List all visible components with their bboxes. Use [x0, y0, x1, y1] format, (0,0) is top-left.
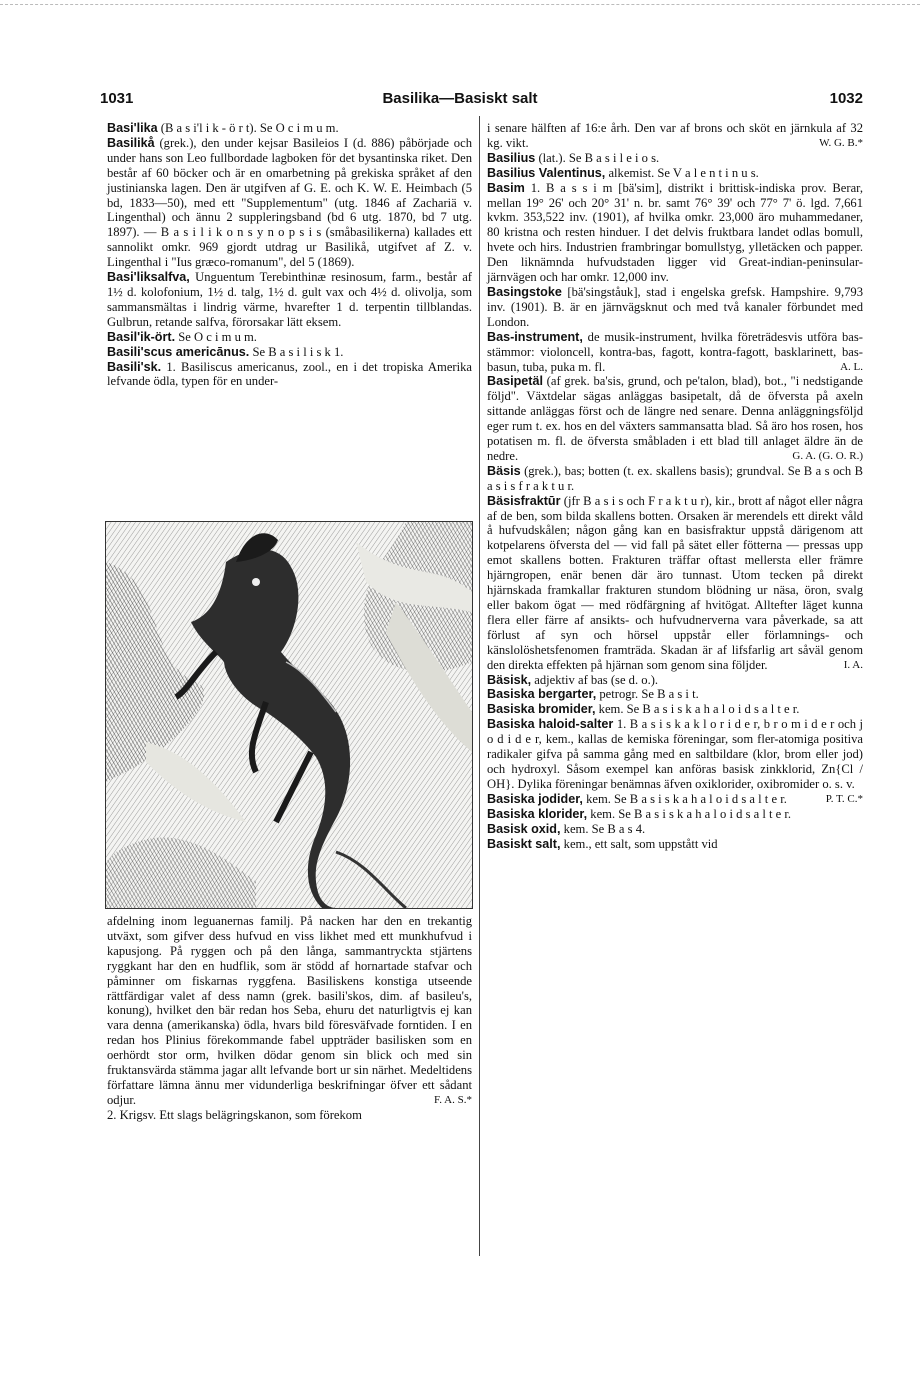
- dictionary-entry: [487, 464, 863, 494]
- left-column-continuation: [107, 914, 472, 1123]
- entry-headword: Basiska bromider,: [487, 702, 596, 717]
- entry-text: kem. Se B a s 4.: [563, 821, 646, 836]
- entry-headword: Basiska jodider,: [487, 791, 583, 806]
- dictionary-entry: [487, 702, 863, 717]
- left-column: [107, 121, 472, 389]
- entry-text: alkemist. Se V a l e n t i n u s.: [608, 165, 759, 180]
- entry-text: 1. B a s i s k a k l o r i d e r, b r o m i d e r och j o d i d e r, kem., kallas de kemiska föreningar, som fler-atomiga positiva radikaler gifva på samma gång med en saltbildare (klor, brom eller jod) och hydroxyl. Såsom exempel kan anföras basisk zinkklorid, Zn{Cl / OH}. Dylika föreningar benämnas äfven oxiklorider, oxibromider o. s. v.: [487, 717, 863, 791]
- entry-headword: Basiskt salt,: [487, 836, 561, 851]
- dictionary-entry: [487, 687, 863, 702]
- author-signature: F. A. S.*: [434, 1093, 472, 1106]
- entry-text: Unguentum Terebinthinæ resinosum, farm., består af 1½ d. kolofonium, 1½ d. talg, 1½ d. gult vax och 4½ d. olivolja, som sammansmältas i lindrig värme, hvarefter 1 d. terpentin tillblandas. Gulbrun, retande salfva, förorsakar lätt eksem.: [107, 270, 472, 329]
- dictionary-entry: [107, 914, 472, 1108]
- dictionary-entry: [487, 792, 863, 807]
- basilisk-illustration: [105, 521, 473, 909]
- dictionary-entry: [487, 837, 863, 852]
- entry-text: 2. Krigsv. Ett slags belägringskanon, som förekom: [107, 1107, 362, 1122]
- author-signature: W. G. B.*: [819, 136, 863, 149]
- author-signature: A. L.: [840, 360, 863, 373]
- entry-headword: Basiska haloid-salter: [487, 717, 614, 732]
- entry-text: Se O c i m u m.: [178, 329, 257, 344]
- entry-text: (af grek. ba'sis, grund, och pe'talon, blad), bot., "i nedstigande följd". Växtdelar sägas anläggas basipetalt, då de öfversta på axeln sittande anläggas först och de längre ned senare. Denna anläggningsföljd eger rum t. ex. hos en del växters sammansatta blad. Så äro hos rosen, hos potatisen m. fl. de öfversta småbladen i ett blad till anlaget äldre än de nedre.: [487, 374, 863, 463]
- dictionary-entry: [487, 374, 863, 463]
- entry-text: kem. Se B a s i s k a h a l o i d s a l t e r.: [598, 702, 800, 717]
- entry-text: (grek.), den under kejsar Basileios I (d. 886) påbörjade och under hans son Leo fullbordade lagboken för det bysantinska riket. Den består af 60 böcker och är en omarbetning på grekiska språket af den justinianska lagen. Den är utgifven af G. E. och K. W. E. Heimbach (5 bd, 1833—50), med ett "Supplementum" (utg. 1846 af Zachariä v. Lingenthal) och ännu 2 suppleringsband (bd 6 utg. 1870, bd 7 utg. 1897). — B a s i l i k o n s y n o p s i s (småbasilikerna) kallades ett sannolikt omkr. 969 gjordt utdrag ur Basilikå, utgifvet af Z. v. Lingenthal i "Ius græco-romanum", del 5 (1869).: [107, 135, 472, 270]
- entry-text: kem. Se B a s i s k a h a l o i d s a l t e r.: [586, 791, 787, 806]
- entry-text: [bä'singståuk], stad i engelska grefsk. Hampshire. 9,793 inv. (1901). B. är en järnvägsknut och med två kanaler förbundet med London.: [487, 284, 863, 329]
- dictionary-entry: [107, 136, 472, 270]
- entry-headword: Basiska bergarter,: [487, 687, 597, 702]
- author-signature: I. A.: [843, 658, 863, 671]
- entry-text: (lat.). Se B a s i l e i o s.: [538, 150, 660, 165]
- entry-headword: Basipetäl: [487, 374, 543, 389]
- entry-text: petrogr. Se B a s i t.: [599, 687, 699, 702]
- entry-headword: Basingstoke: [487, 284, 562, 299]
- entry-text: kem., ett salt, som uppstått vid: [563, 836, 718, 851]
- entry-headword: Bäsis: [487, 463, 521, 478]
- entry-headword: Basi'lika: [107, 121, 158, 135]
- entry-headword: Basiska klorider,: [487, 806, 588, 821]
- entry-text: de musik-instrument, hvilka företrädesvis utföra bas-stämmor: violoncell, kontra-bas, fagott, kontra-fagott, basklarinett, bas-basun, tuba, puka m. fl.: [487, 329, 863, 374]
- entry-headword: Bäsisk,: [487, 672, 532, 687]
- entry-headword: Basisk oxid,: [487, 821, 561, 836]
- entry-headword: Basim: [487, 180, 525, 195]
- dictionary-entry: [487, 822, 863, 837]
- top-dashed-rule: [0, 4, 920, 5]
- entry-headword: Basilius: [487, 150, 536, 165]
- dictionary-entry: [487, 166, 863, 181]
- dictionary-entry: [107, 345, 472, 360]
- entry-text: Se B a s i l i s k 1.: [252, 344, 344, 359]
- author-signature: G. A. (G. O. R.): [792, 449, 863, 462]
- entry-headword: Basili'sk.: [107, 359, 162, 374]
- author-signature: P. T. C.*: [825, 792, 863, 805]
- dictionary-entry: [107, 1108, 472, 1123]
- dictionary-entry: [487, 673, 863, 688]
- dictionary-entry: [487, 181, 863, 285]
- entry-headword: Bas-instrument,: [487, 329, 583, 344]
- dictionary-entry: [107, 270, 472, 330]
- dictionary-entry: [487, 121, 863, 151]
- dictionary-entry: [487, 807, 863, 822]
- dictionary-entry: [487, 494, 863, 673]
- column-divider: [479, 116, 480, 1256]
- entry-headword: Basi'liksalfva,: [107, 270, 190, 285]
- entry-headword: Bäsisfraktūr: [487, 493, 561, 508]
- basilisk-engraving: [106, 522, 472, 908]
- dictionary-entry: [487, 285, 863, 330]
- right-column: [487, 121, 863, 851]
- page-number-left: 1031: [100, 90, 134, 107]
- entry-headword: Basilikå: [107, 135, 155, 150]
- entry-headword: Basil'ik-ört.: [107, 329, 176, 344]
- dictionary-entry: [487, 151, 863, 166]
- entry-text: afdelning inom leguanernas familj. På nacken har den en trekantig utväxt, som gifver dess hufvud en viss likhet med ett munkhufvud i kapusjong. På ryggen och på den långa, sammantryckta stjärtens ryggkant har den en hudflik, som är stödd af hornartade stafvar och påminner om fiskarnas ryggfena. Basiliskens konstiga utseende rättfärdigar valet af dess namn (grek. basili'skos, dim. af basileu's, konung), hvilket den bär redan hos Seba, ehuru det naturligtvis ej kan vara denna (amerikanska) ödla, hvars bild föresväfvade forntiden. I en redan hos Plinius förekommande fabel uppträder basilisken som en oerhördt stor orm, hvilken dödar genom sin blick och med sin fruktansvärda stämma jagar allt lefvande bort ur sin närhet. Medeltidens författare lämna ännu mer vidunderliga beskrifningar öfver ett sådant odjur.: [107, 914, 472, 1107]
- entry-text: (jfr B a s i s och F r a k t u r), kir., brott af något eller några af de ben, som bilda skallens botten. Orsaken är merendels ett direkt våld å hufvudskålen; någon gång kan en basisfraktur uppstå därigenom att kotpelarens öfversta del — vid fall på sätet eller fötterna — pressas upp emot skallens botten. Frakturen träffar oftast mellersta eller främre hjärngropen, enär benen där äro tunnast. Utom tecken på direkt hjärnskada framkallar frakturen stundom blödning ur näsa, öron, svalg eller bakom ögat — med rödfärgning af hvitögat. Alltefter läget kunna flera eller färre af ansikts- och hufvudnerverna vara påverkade, sa att förlust af syn och hörsel uppstår eller förlamnings- och känslolöshetsfenomen framträda. Skadan är af lifsfarlig art såväl genom den direkta effekten på hjärnan som genom sina följder.: [487, 493, 863, 672]
- entry-text: i senare hälften af 16:e årh. Den var af brons och sköt en järnkula af 32 kg. vikt.: [487, 121, 863, 150]
- dictionary-entry: [107, 121, 472, 136]
- entry-text: kem. Se B a s i s k a h a l o i d s a l t e r.: [590, 806, 792, 821]
- dictionary-entry: [487, 330, 863, 375]
- entry-text: (grek.), bas; botten (t. ex. skallens basis); grundval. Se B a s och B a s i s f r a k t u r.: [487, 463, 863, 493]
- entry-text: 1. B a s s i m [bä'sim], distrikt i brittisk-indiska prov. Berar, mellan 19° 26' och 20° 31' n. br. samt 76° 39' och 77° 7' ö. lgd. 7,661 kvkm. 353,522 inv. (1901), af hvilka omkr. 23,000 äro muhammedaner, 80 kristna och resten hinduer. I det delvis fruktbara landet odlas bomull, hvete och hirs. Industrien frambringar bomullstyg, ylletäcken och papper. Den liknämnda hufvudstaden ligger vid Great-indian-peninsular-järnvägen och har omkr. 12,000 inv.: [487, 180, 863, 285]
- dictionary-entry: [107, 360, 472, 390]
- running-title: Basilika—Basiskt salt: [382, 90, 538, 107]
- page-number-right: 1032: [829, 90, 863, 107]
- entry-headword: Basilius Valentinus,: [487, 165, 606, 180]
- entry-text: adjektiv af bas (se d. o.).: [534, 672, 659, 687]
- entry-text: (B a s i'l i k - ö r t). Se O c i m u m.: [160, 121, 339, 135]
- entry-text: 1. Basiliscus americanus, zool., en i det tropiska Amerika lefvande ödla, typen för en under-: [107, 359, 472, 389]
- entry-headword: Basili'scus americānus.: [107, 344, 250, 359]
- dictionary-entry: [107, 330, 472, 345]
